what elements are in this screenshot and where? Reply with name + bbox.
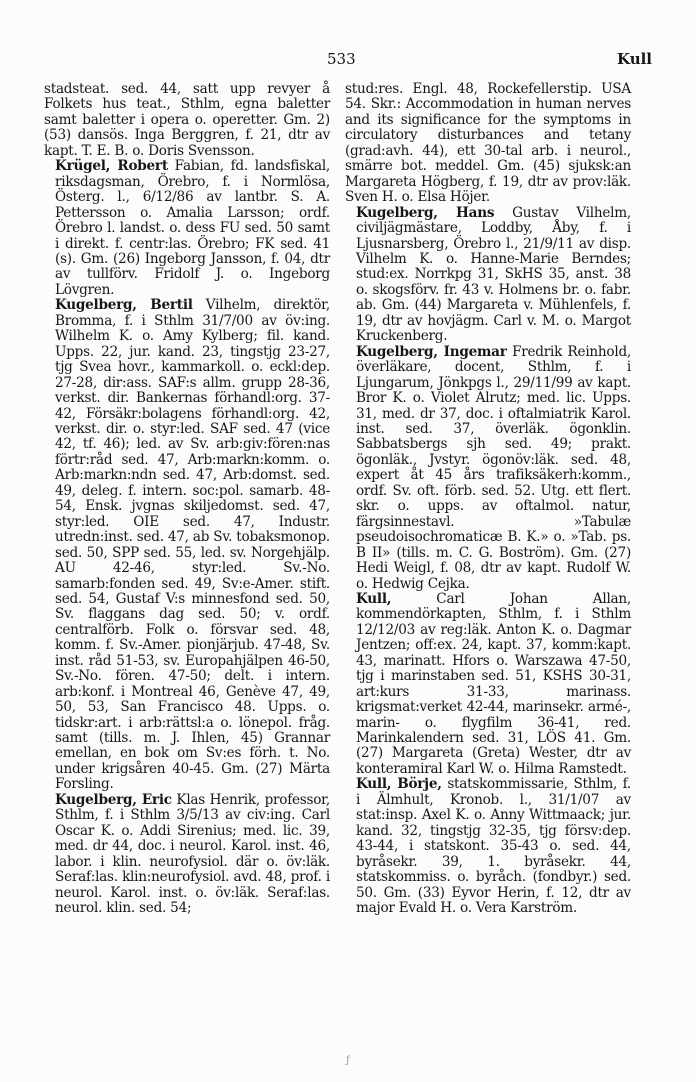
left-column — [44, 82, 330, 916]
entry — [44, 793, 330, 917]
entry-text: stud:res. Engl. 48, Rockefellerstip. USA 54. Skr.: Accommodation in human nerves and its significance for the symptoms in circulatory disturbances and tetany (grad:avh. 44), ett 30-tal arb. i neurol., smärre bot. meddel. Gm. (45) sjuksk:an Margareta Högberg, f. 19, dtr av prov:läk. Sven H. o. Elsa Höjer. — [345, 81, 631, 206]
entry-text: Gustav Vilhelm, civiljägmästare, Loddby, Åby, f. i Ljusnarsberg, Örebro l., 21/9/11 av disp. Vilhelm K. o. Hanne-Marie Berndes; stud:ex. Norrkpg 31, SkHS 35, anst. 38 o. skogsförv. fr. 43 v. Holmens br. o. fabr. ab. Gm. (44) Margareta v. Mühlenfels, f. 19, dtr av hovjägm. Carl v. M. o. Margot Kruckenberg. — [356, 204, 631, 345]
entry-text: stadsteat. sed. 44, satt upp revyer å Folkets hus teat., Sthlm, egna baletter samt baletter i opera o. operetter. Gm. 2) (53) dansös. Inga Berggren, f. 21, dtr av kapt. T. E. B. o. Doris Svensson. — [44, 81, 330, 159]
entry-text: Vilhelm, direktör, Bromma, f. i Sthlm 31/7/00 av öv:ing. Wilhelm K. o. Amy Kylberg; fil. kand. Upps. 22, jur. kand. 23, tingstjg 23-27, tjg Svea hovr., kammarkoll. o. eckl:dep. 27-28, dir:ass. SAF:s allm. grupp 28-36, verkst. dir. Bankernas förhandl:org. 37-42, Försäkr:bolagens förhandl:org. 42, verkst. dir. o. styr:led. SAF sed. 47 (vice 42, tf. 46); led. av Sv. arb:giv:fören:nas förtr:råd sed. 47, Arb:markn:komm. o. Arb:markn:ndn sed. 47, Arb:domst. sed. 49, deleg. f. intern. soc:pol. samarb. 48-54, Ensk. jvgnas skiljedomst. sed. 47, styr:led. OIE sed. 47, Industr. utredn:inst. sed. 47, ab Sv. tobaksmonop. sed. 50, SPP sed. 55, led. sv. Norgehjälp. AU 42-46, styr:led. Sv.-No. samarb:fonden sed. 49, Sv:e-Amer. stift. sed. 54, Gustaf V:s minnesfond sed. 50, Sv. flaggans dag sed. 50; v. ordf. centralförb. Folk o. försvar sed. 48, komm. f. Sv.-Amer. pionjärjub. 47-48, Sv. inst. råd 51-53, sv. Europahjälpen 46-50, Sv.-No. fören. 47-50; delt. i intern. arb:konf. i Montreal 46, Genève 47, 49, 50, 53, San Francisco 48. Upps. o. tidskr:art. i arb:rättsl:a o. lönepol. fråg. samt (tills. m. J. Ihlen, 45) Grannar emellan, en bok om Sv:es förh. t. No. under krigsåren 40-45. Gm. (27) Märta Forsling. — [55, 297, 330, 793]
entry — [345, 777, 631, 916]
entry — [44, 298, 330, 793]
running-head: Kull — [616, 50, 652, 68]
entry-text: Klas Henrik, professor, Sthlm, f. i Sthlm 3/5/13 av civ:ing. Carl Oscar K. o. Addi Sirenius; med. lic. 39, med. dr 44, doc. i neurol. Karol. inst. 46, labor. i klin. neurofysiol. där o. öv:läk. Seraf:las. klin:neurofysiol. avd. 48, prof. i neurol. Karol. inst. o. öv:läk. Seraf:las. neurol. klin. sed. 54; — [55, 791, 330, 917]
entry-name: Kugelberg, Eric — [55, 791, 172, 808]
entry — [44, 82, 330, 159]
entry-text: statskommissarie, Sthlm, f. i Älmhult, Kronob. l., 31/1/07 av stat:insp. Axel K. o. Anny Wittmaack; jur. kand. 32, tingstjg 32-35, tjg försv:dep. 43-44, i statskont. 35-43 o. sed. 44, byråsekr. 39, 1. byråsekr. 44, statskommiss. o. byråch. (fondbyr.) sed. 50. Gm. (33) Eyvor Herin, f. 12, dtr av major Evald H. o. Vera Karström. — [356, 776, 631, 917]
entry — [345, 592, 631, 777]
entry-text: Fredrik Reinhold, överläkare, docent, Sthlm, f. i Ljungarum, Jönkpgs l., 29/11/99 av kapt. Bror K. o. Violet Alrutz; med. lic. Upps. 31, med. dr 37, doc. i oftalmiatrik Karol. inst. sed. 37, överläk. ögonklin. Sabbatsbergs sjh sed. 49; prakt. ögonläk., Jvstyr. ögonöv:läk. sed. 48, expert åt 45 års trafiksäkerh:komm., ordf. Sv. oft. förb. sed. 52. Utg. ett flert. skr. o. upps. av oftalmol. natur, färgsinnestavl. »Tabulæ pseudoisochromaticæ B. K.» o. »Tab. ps. B II» (tills. m. C. G. Boström). Gm. (27) Hedi Weigl, f. 08, dtr av kapt. Rudolf W. o. Hedwig Cejka. — [356, 343, 631, 592]
entry — [345, 82, 631, 206]
footer-mark: ƒ — [346, 1055, 350, 1066]
entry — [345, 206, 631, 345]
entry-name: Krügel, Robert — [55, 158, 168, 175]
entry — [44, 159, 330, 298]
right-column — [345, 82, 631, 916]
entry-name: Kugelberg, Hans — [356, 204, 495, 221]
entry-name: Kugelberg, Bertil — [55, 297, 193, 314]
entry-name: Kull, Börje, — [356, 776, 442, 793]
entry-name: Kull, — [356, 590, 392, 607]
entry-text: Fabian, fd. landsfiskal, riksdagsman, Örebro, f. i Normlösa, Österg. l., 6/12/86 av lantbr. S. A. Pettersson o. Amalia Larsson; ordf. Örebro l. landst. o. dess FU sed. 50 samt i direkt. f. centr:las. Örebro; FK sed. 41 (s). Gm. (26) Ingeborg Jansson, f. 04, dtr av tullförv. Fridolf J. o. Ingeborg Lövgren. — [55, 158, 330, 298]
page-number: 533 — [327, 50, 356, 68]
entry-name: Kugelberg, Ingemar — [356, 343, 507, 360]
entry-text: Carl Johan Allan, kommendörkapten, Sthlm, f. i Sthlm 12/12/03 av reg:läk. Anton K. o. Dagmar Jentzen; off:ex. 24, kapt. 37, komm:kapt. 43, marinatt. Hfors o. Warszawa 47-50, tjg i marinstaben sed. 51, KSHS 30-31, art:kurs 31-33, marinass. krigsmat:verket 42-44, marinsekr. armé-, marin- o. flygfilm 36-41, red. Marinkalendern sed. 31, LÖS 41. Gm. (27) Margareta (Greta) Wester, dtr av konteramiral Karl W. o. Hilma Ramstedt. — [356, 590, 631, 777]
page-header — [0, 50, 696, 74]
entry — [345, 345, 631, 592]
